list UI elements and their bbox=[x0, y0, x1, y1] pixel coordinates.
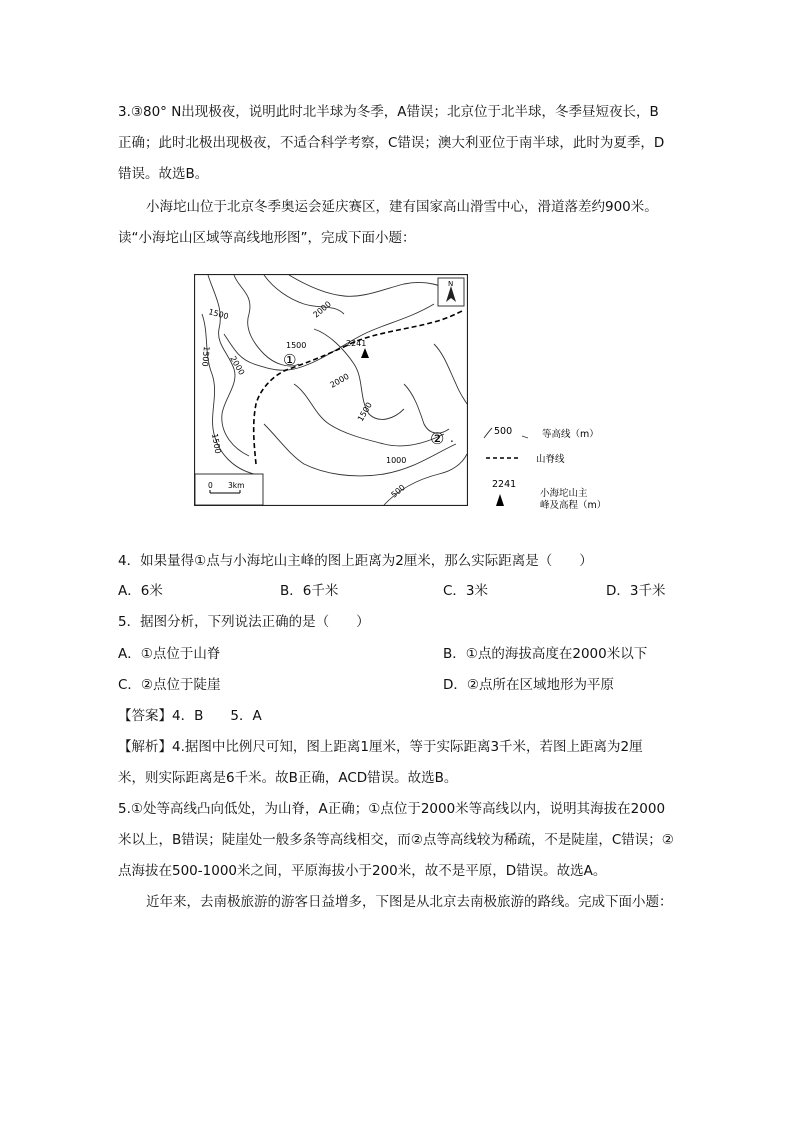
contour-label: 2000 bbox=[311, 299, 333, 320]
q5-stem: 5．据图分析，下列说法正确的是（ ） bbox=[118, 614, 370, 630]
q4-option-d: D．3千米 bbox=[606, 583, 666, 599]
analysis-line-3: 5.①处等高线凸向低处，为山脊，A正确；①点位于2000米等高线以内，说明其海拔在2000 bbox=[118, 801, 666, 817]
legend-ridge-label: 山脊线 bbox=[536, 454, 565, 465]
analysis-line-1 bbox=[118, 737, 643, 757]
legend-svg bbox=[478, 420, 638, 520]
legend-peak-symbol bbox=[496, 494, 504, 506]
legend-contour-symbol bbox=[484, 428, 492, 438]
next-intro: 近年来，去南极旅游的游客日益增多，下图是从北京去南极旅游的路线。完成下面小题： bbox=[146, 894, 673, 910]
q4-option-a: A．6米 bbox=[118, 583, 163, 599]
scale-zero-label: 0 bbox=[208, 481, 213, 490]
q4-option-b: B．6千米 bbox=[280, 583, 339, 599]
analysis-label: 【解析】 bbox=[118, 739, 172, 755]
contour-label: 1500 bbox=[210, 432, 223, 455]
q5-option-a: A．①点位于山脊 bbox=[118, 646, 221, 662]
contour-label: 500 bbox=[389, 482, 407, 500]
contour-map bbox=[194, 274, 468, 506]
contour-label: 1500 bbox=[286, 341, 307, 350]
legend-contour-dash bbox=[522, 436, 528, 438]
legend-contour-label: 等高线（m） bbox=[542, 429, 599, 440]
q3-explanation-line-3: 错误。故选B。 bbox=[118, 166, 209, 182]
scale-distance-label: 3km bbox=[228, 481, 245, 490]
contour-map-svg bbox=[194, 274, 468, 506]
answer-text: 4．B 5．A bbox=[172, 708, 262, 724]
map-legend bbox=[478, 420, 638, 520]
analysis-line-5: 点海拔在500-1000米之间，平原海拔小于200米，故不是平原，D错误。故选A。 bbox=[118, 863, 607, 879]
analysis-line-4: 米以上，B错误；陡崖处一般多条等高线相交，而②点等高线较为稀疏，不是陡崖，C错误；② bbox=[118, 832, 674, 848]
contour-label: 2000 bbox=[328, 371, 351, 390]
contour-label: 1500 bbox=[207, 307, 230, 322]
point-2-marker: . bbox=[450, 431, 454, 445]
answer-line bbox=[118, 706, 262, 726]
q3-explanation-line-2: 正确；此时北极出现极夜，不适合科学考察，C错误；澳大利亚位于南半球，此时为夏季，D bbox=[118, 135, 665, 151]
q5-option-b: B．①点的海拔高度在2000米以下 bbox=[443, 646, 648, 662]
q3-explanation-line-1: 3.③80° N出现极夜，说明此时北半球为冬季，A错误；北京位于北半球，冬季昼短夜长，B bbox=[118, 104, 659, 120]
peak-elevation-label: 2241 bbox=[346, 339, 367, 348]
q5-option-c: C．②点位于陡崖 bbox=[118, 677, 221, 693]
q5-option-d: D．②点所在区域地形为平原 bbox=[443, 677, 614, 693]
contour-label: 1500 bbox=[355, 400, 374, 423]
legend-contour-value: 500 bbox=[494, 426, 513, 437]
analysis-text-1: 4.据图中比例尺可知，图上距离1厘米，等于实际距离3千米，若图上距离为2厘 bbox=[172, 739, 643, 755]
q4-stem: 4．如果量得①点与小海坨山主峰的图上距离为2厘米，那么实际距离是（ ） bbox=[118, 553, 593, 569]
intro-line-2: 读“小海坨山区域等高线地形图”，完成下面小题： bbox=[118, 230, 416, 246]
contour-label: 2000 bbox=[228, 354, 247, 377]
legend-peak-value: 2241 bbox=[492, 479, 517, 490]
point-1-label: ① bbox=[283, 351, 297, 369]
q4-option-c: C．3米 bbox=[443, 583, 489, 599]
intro-line-1: 小海坨山位于北京冬季奥运会延庆赛区，建有国家高山滑雪中心，滑道落差约900米。 bbox=[146, 199, 658, 215]
legend-peak-label-1: 小海坨山主 bbox=[540, 488, 588, 499]
contour-label: 1500 bbox=[200, 345, 211, 367]
answer-label: 【答案】 bbox=[118, 708, 172, 724]
legend-peak-label-2: 峰及高程（m） bbox=[540, 500, 607, 511]
north-label: N bbox=[448, 280, 454, 288]
contour-label: 1000 bbox=[386, 456, 407, 465]
point-2-label: ② bbox=[430, 429, 445, 448]
analysis-line-2: 米，则实际距离是6千米。故B正确，ACD错误。故选B。 bbox=[118, 770, 458, 786]
